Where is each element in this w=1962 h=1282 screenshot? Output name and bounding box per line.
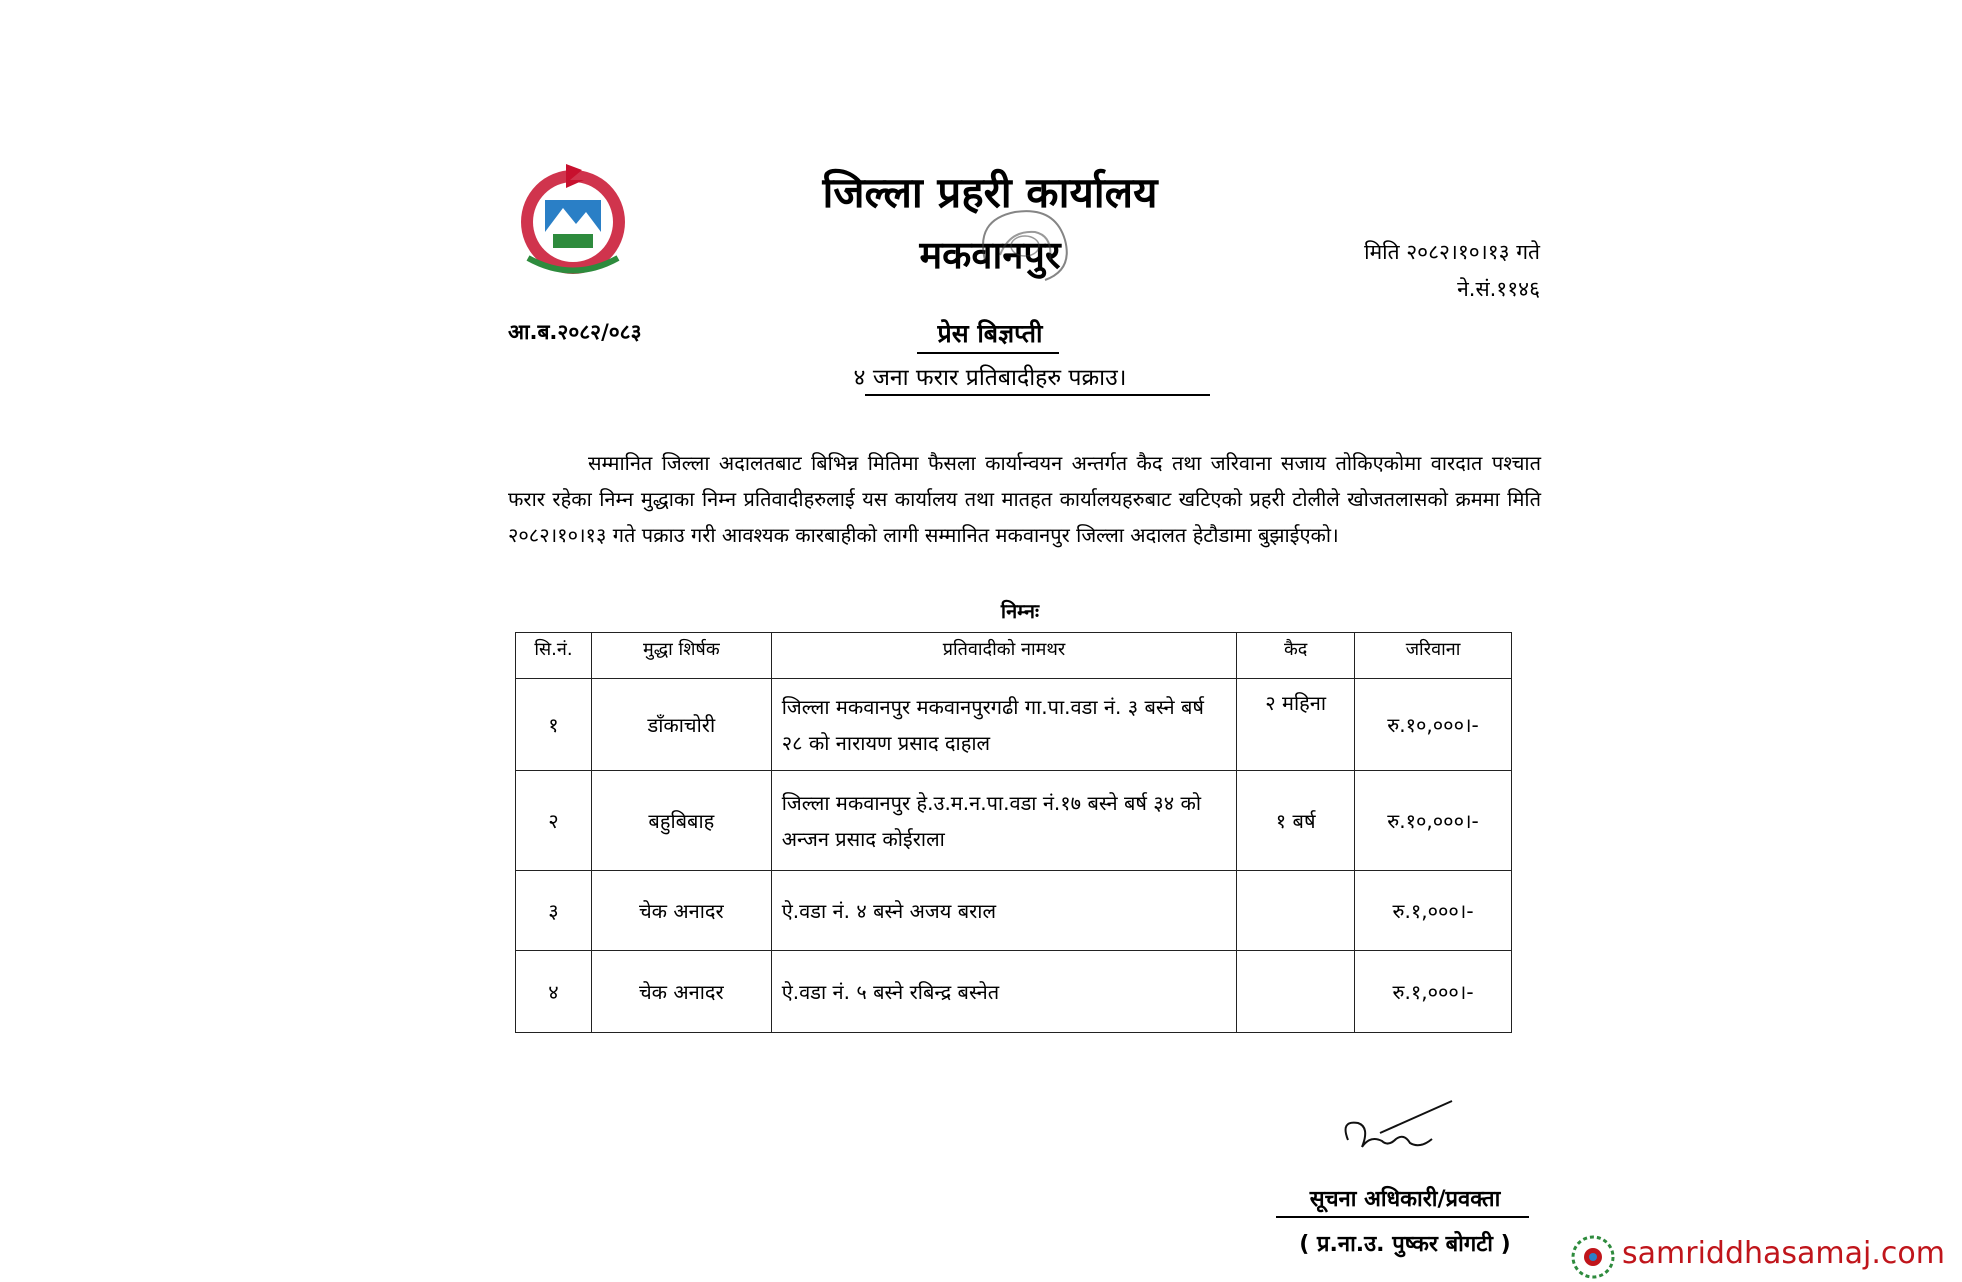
subject-underline bbox=[865, 394, 1210, 396]
cell-accused: ऐ.वडा नं. ४ बस्ने अजय बराल bbox=[771, 871, 1236, 951]
samriddhasamaj-logo-icon bbox=[1570, 1234, 1616, 1280]
cell-fine: रु.१,०००।- bbox=[1355, 871, 1512, 951]
notice-body: सम्मानित जिल्ला अदालतबाट बिभिन्न मितिमा फैसला कार्यान्वयन अन्तर्गत कैद तथा जरिवाना सजाय तोकिएकोमा वारदात पश्चात फरार रहेका निम्न मुद्धाका निम्न प्रतिवादीहरुलाई यस कार्यालय तथा मातहत कार्यालयहरुबाट खटिएको प्रहरी टोलीले खोजतलासको क्रममा मिति २०८२।१०।१३ गते पक्राउ गरी आवश्यक कारबाहीको लागी सम्मानित मकवानपुर जिल्ला अदालत हेटौडामा बुझाईएको। bbox=[508, 451, 1541, 547]
cell-sn: ४ bbox=[516, 951, 592, 1033]
following-label: निम्नः bbox=[1000, 599, 1040, 623]
notice-subject: ४ जना फरार प्रतिबादीहरु पक्राउ। bbox=[853, 365, 1127, 391]
table-row bbox=[516, 951, 1512, 1033]
signatory-name: ( प्र.ना.उ. पुष्कर बोगटी ) bbox=[1299, 1232, 1511, 1257]
cell-sn: १ bbox=[516, 679, 592, 771]
arrest-table bbox=[515, 632, 1512, 1033]
cell-case: चेक अनादर bbox=[591, 871, 771, 951]
cell-accused: जिल्ला मकवानपुर हे.उ.म.न.पा.वडा नं.१७ बस्ने बर्ष ३४ को अन्जन प्रसाद कोईराला bbox=[771, 771, 1236, 871]
cell-kaid bbox=[1237, 951, 1355, 1033]
header-accused: प्रतिवादीको नामथर bbox=[771, 633, 1236, 679]
cell-fine: रु.१०,०००।- bbox=[1355, 771, 1512, 871]
district-name: मकवानपुर bbox=[919, 233, 1061, 277]
cell-kaid bbox=[1237, 871, 1355, 951]
signature-icon bbox=[1340, 1095, 1460, 1165]
cell-case: बहुबिबाह bbox=[591, 771, 771, 871]
office-name: जिल्ला प्रहरी कार्यालय bbox=[822, 168, 1158, 217]
header-case: मुद्धा शिर्षक bbox=[591, 633, 771, 679]
cell-fine: रु.१०,०००।- bbox=[1355, 679, 1512, 771]
office-stamp-icon bbox=[965, 200, 1085, 290]
cell-case: चेक अनादर bbox=[591, 951, 771, 1033]
cell-accused: ऐ.वडा नं. ५ बस्ने रबिन्द्र बस्नेत bbox=[771, 951, 1236, 1033]
nepal-sambat-number: ने.सं.११४६ bbox=[1457, 277, 1540, 301]
watermark-text: samriddhasamaj.com bbox=[1622, 1236, 1945, 1271]
header-fine: जरिवाना bbox=[1355, 633, 1512, 679]
table-row bbox=[516, 679, 1512, 771]
signatory-underline bbox=[1276, 1216, 1529, 1218]
table-row bbox=[516, 871, 1512, 951]
title-underline bbox=[917, 352, 1059, 354]
table-header-row bbox=[516, 633, 1512, 679]
notice-date: मिति २०८२।१०।१३ गते bbox=[1364, 240, 1540, 264]
cell-sn: ३ bbox=[516, 871, 592, 951]
signatory-title: सूचना अधिकारी/प्रवक्ता bbox=[1309, 1187, 1501, 1212]
cell-case: डाँकाचोरी bbox=[591, 679, 771, 771]
cell-kaid: १ बर्ष bbox=[1237, 771, 1355, 871]
cell-fine: रु.१,०००।- bbox=[1355, 951, 1512, 1033]
header-kaid: कैद bbox=[1237, 633, 1355, 679]
header-sn: सि.नं. bbox=[516, 633, 592, 679]
cell-kaid: २ महिना bbox=[1237, 679, 1355, 771]
cell-accused: जिल्ला मकवानपुर मकवानपुरगढी गा.पा.वडा नं. ३ बस्ने बर्ष २८ को नारायण प्रसाद दाहाल bbox=[771, 679, 1236, 771]
cell-sn: २ bbox=[516, 771, 592, 871]
press-release-title: प्रेस बिज्ञप्ती bbox=[937, 319, 1043, 348]
fiscal-year: आ.ब.२०८२/०८३ bbox=[508, 320, 642, 344]
nepal-emblem-icon bbox=[508, 158, 638, 278]
table-row bbox=[516, 771, 1512, 871]
